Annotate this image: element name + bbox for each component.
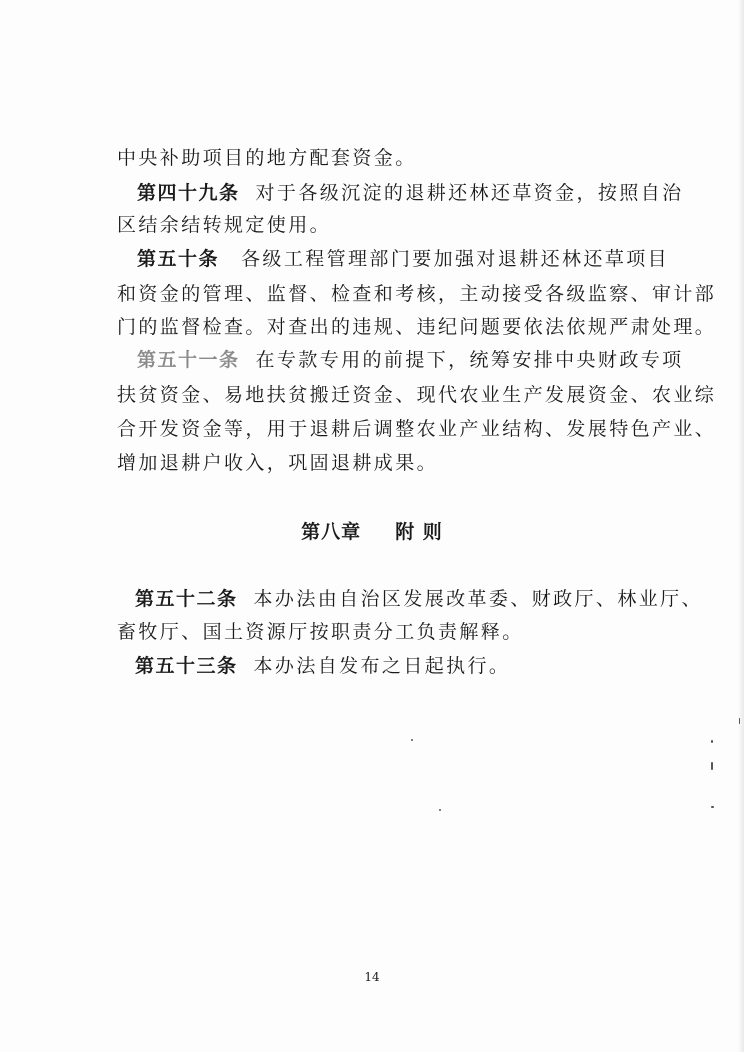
- article-49-line: [137, 181, 684, 205]
- chapter-number: 第八章: [301, 521, 362, 543]
- paragraph-line: [117, 417, 716, 441]
- paragraph-line: [117, 315, 716, 339]
- line-text: 各级工程管理部门要加强对退耕还林还草项目: [241, 248, 670, 270]
- chapter-heading: [0, 520, 744, 544]
- article-53-line: [135, 654, 510, 678]
- scan-speck: [739, 718, 740, 724]
- scan-speck: [439, 809, 441, 811]
- paragraph-line: [117, 383, 716, 407]
- line-text: 区结余结转规定使用。: [117, 214, 332, 236]
- scan-speck: [711, 806, 714, 808]
- line-text: 在专款专用的前提下，统筹安排中央财政专项: [255, 349, 684, 371]
- scan-speck: [711, 740, 713, 743]
- page-number: 14: [364, 970, 380, 984]
- scan-speck: [411, 739, 413, 741]
- line-text: 扶贫资金、易地扶贫搬迁资金、现代农业生产发展资金、农业综: [117, 384, 717, 406]
- line-text: 本办法由自治区发展改革委、财政厅、林业厅、: [253, 588, 703, 610]
- paragraph-line: [117, 282, 716, 306]
- paragraph-line: [117, 451, 438, 475]
- chapter-title: 附 则: [395, 521, 443, 543]
- line-text: 合开发资金等，用于退耕后调整农业产业结构、发展特色产业、: [117, 418, 717, 440]
- article-51-line: [137, 348, 684, 372]
- paragraph-line: [117, 620, 524, 644]
- line-text: 中央补助项目的地方配套资金。: [117, 147, 417, 169]
- paragraph-line: [117, 213, 331, 237]
- article-49-heading: 第四十九条: [137, 182, 240, 204]
- line-text: 增加退耕户收入，巩固退耕成果。: [117, 452, 439, 474]
- line-text: 对于各级沉淀的退耕还林还草资金，按照自治: [255, 182, 684, 204]
- line-text: 门的监督检查。对查出的违规、违纪问题要依法依规严肃处理。: [117, 316, 717, 338]
- paragraph-line: [117, 146, 417, 170]
- article-53-heading: 第五十三条: [135, 655, 238, 677]
- article-51-heading: 第五十一条: [137, 349, 240, 371]
- line-text: 畜牧厅、国土资源厅按职责分工负责解释。: [117, 621, 524, 643]
- article-50-heading: 第五十条: [137, 248, 220, 270]
- article-50-line: [137, 247, 669, 271]
- line-text: 和资金的管理、监督、检查和考核，主动接受各级监察、审计部: [117, 283, 717, 305]
- article-52-line: [135, 587, 703, 611]
- scan-speck: [711, 762, 713, 770]
- line-text: 本办法自发布之日起执行。: [253, 655, 511, 677]
- article-52-heading: 第五十二条: [135, 588, 238, 610]
